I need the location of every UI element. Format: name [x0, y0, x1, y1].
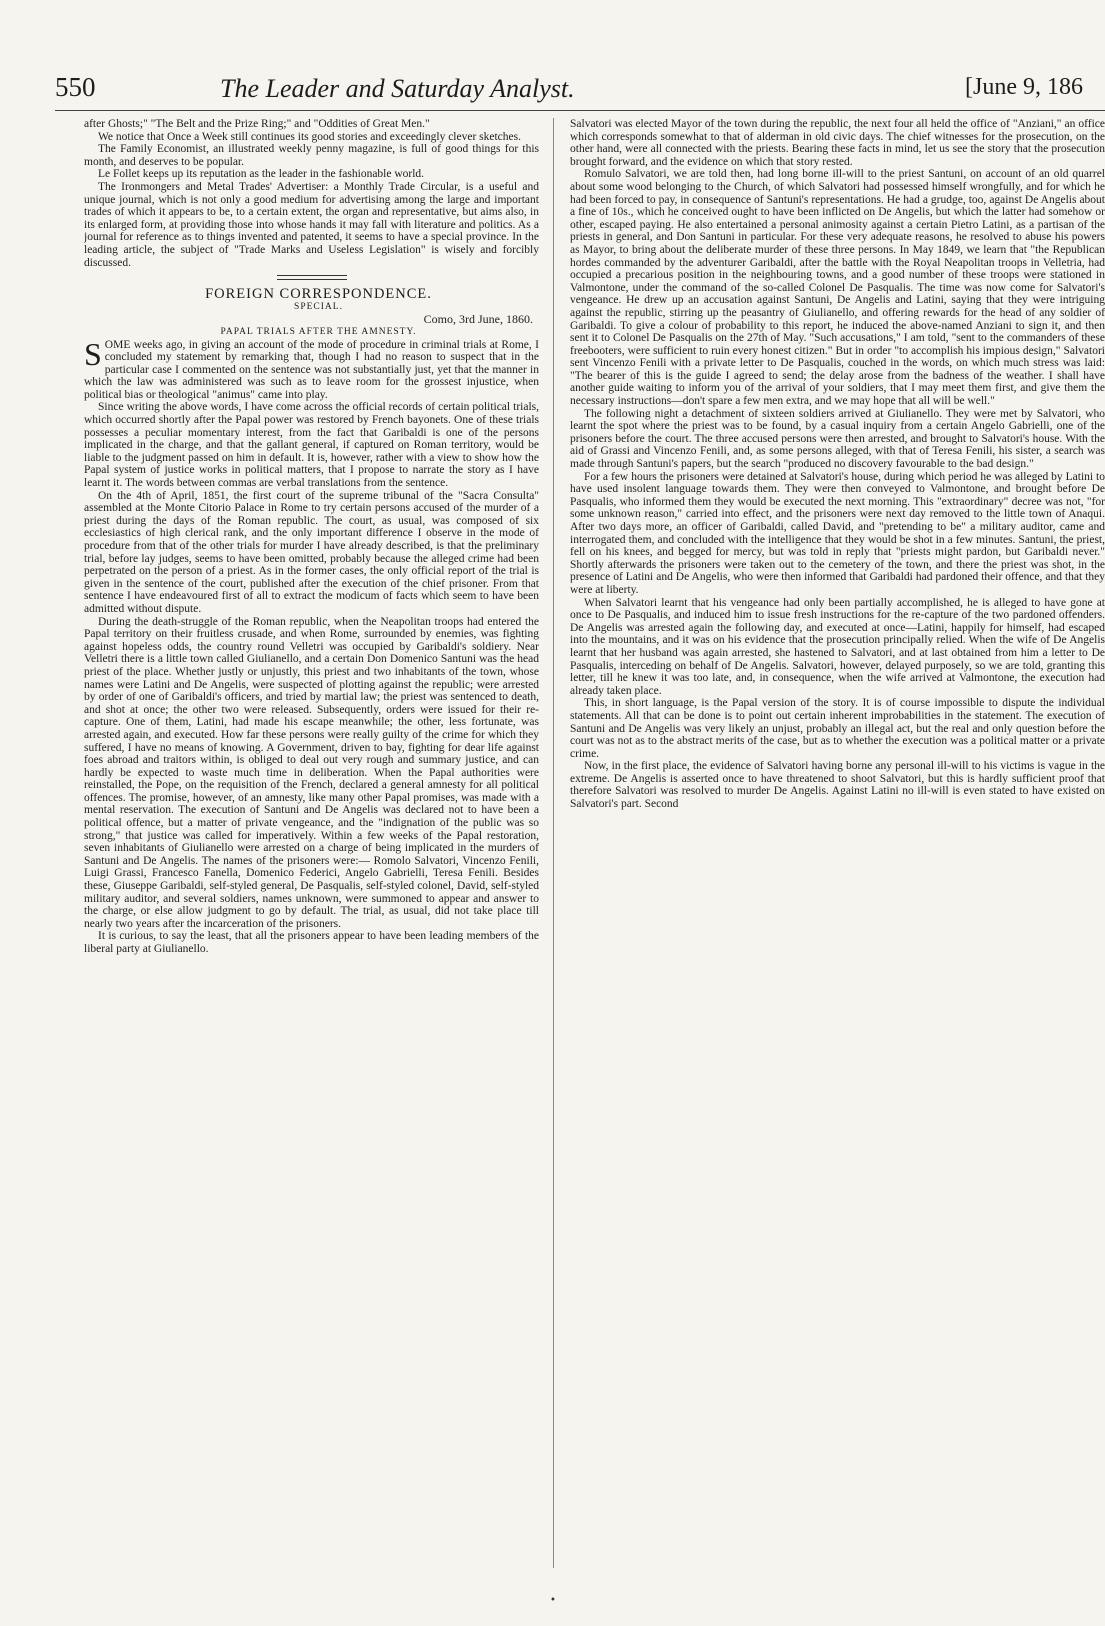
article-paragraph: When Salvatori learnt that his vengeance had only been partially accomplished, he is alleged to have gone at once to De Pasqualis, and induced him to issue fresh instructions for the re-capture of the two pardoned offenders. De Angelis was arrested again the following day, and executed at once—Latini, happily for himself, had escaped into the mountains, and it was on his evidence that the prosecution principally relied. When the wife of De Angelis learnt that her husband was again arrested, she hastened to Salvatori, and at last obtained from him a letter to De Pasqualis, interceding on behalf of De Angelis. Salvatori, however, delayed purposely, so we are told, granting this letter, till he knew it was too late, and, in consequence, when the wife arrived at Valmontone, the execution had already taken place. [570, 596, 1105, 697]
intro-paragraph: The Ironmongers and Metal Trades' Advertiser: a Monthly Trade Circular, is a useful and unique journal, which is not only a good medium for advertising among the large and important trades of which it appears to be, to a certain extent, the organ and representative, but aims also, in its enlarged form, at providing those into whose hands it may fall with literature and politics. As a journal for reference as to things invented and patented, it seems to have a special province. In the leading article, the subject of "Trade Marks and Useless Legislation" is wisely and forcibly discussed. [84, 180, 539, 269]
dateline: Como, 3rd June, 1860. [423, 312, 533, 327]
article-subheading: PAPAL TRIALS AFTER THE AMNESTY. [220, 326, 417, 337]
intro-paragraph: We notice that Once a Week still continues its good stories and exceedingly clever sketches. [98, 130, 521, 143]
intro-paragraph: Le Follet keeps up its reputation as the leader in the fashionable world. [98, 168, 425, 181]
article-paragraph: Since writing the above words, I have come across the official records of certain political trials, which occurred shortly after the Papal power was restored by French bayonets. One of these trials possesses a peculiar momentary interest, from the fact that Garibaldi is one of the persons implicated in the charge, and that the gallant general, if captured on Roman territory, would be liable to the judgment passed on him in default. It is, however, rather with a view to show how the Papal system of justice works in political matters, that I propose to narrate the story as I have learnt it. The words between commas are verbal translations from the sentence. [84, 401, 539, 490]
section-title: FOREIGN CORRESPONDENCE. [205, 286, 432, 303]
intro-paragraph: The Family Economist, an illustrated weekly penny magazine, is full of good things for this month, and deserves to be popular. [84, 143, 539, 168]
article-paragraph: On the 4th of April, 1851, the first court of the supreme tribunal of the "Sacra Consulta" assembled at the Monte Citorio Palace in Rome to try certain persons accused of the murder of a priest during the days of the Roman republic. The court, as usual, was composed of six ecclesiastics of high clerical rank, and the only important difference I observe in the mode of procedure from that of the other trials for murder I have already described, is that the preliminary trial, before lay judges, seems to have been omitted, probably because the alleged crime had been perpetrated on the person of a priest. As in the former cases, the only official report of the trial is given in the sentence of the court, published after the execution of the chief prisoner. From that sentence I have endeavoured first of all to extract the modicum of facts which seem to have been admitted without dispute. [84, 489, 539, 615]
publication-title: The Leader and Saturday Analyst. [220, 74, 575, 103]
section-divider [277, 275, 347, 280]
section-label: SPECIAL. [294, 301, 343, 312]
article-paragraph: Salvatori was elected Mayor of the town during the republic, the next four all held the office of "Anziani," an office which corresponds somewhat to that of alderman in old civic days. The chief witnesses for the prosecution, on the other hand, were all connected with the priests. Bearing these facts in mind, let us see the story that the prosecution brought forward, and the evidence on which that story rested. [570, 118, 1105, 168]
right-column [570, 118, 1105, 1573]
page-header [55, 72, 1105, 112]
article-paragraph: It is curious, to say the least, that all the prisoners appear to have been leading members of the liberal party at Giulianello. [84, 930, 539, 955]
intro-paragraph: after Ghosts;" "The Belt and the Prize Ring;" and "Oddities of Great Men." [84, 118, 430, 130]
article-paragraph: Now, in the first place, the evidence of Salvatori having borne any personal ill-will to his victims is vague in the extreme. De Angelis is asserted once to have threatened to shoot Salvatori, but this is hardly sufficient proof that therefore Salvatori was resolved to murder De Angelis. Against Latini no ill-will is even stated to have existed on Salvatori's part. Second [570, 760, 1105, 811]
issue-date: [June 9, 186 [965, 74, 1083, 100]
article-paragraph [84, 335, 539, 402]
article-paragraph: Romulo Salvatori, we are told then, had long borne ill-will to the priest Santuni, on account of an old quarrel about some wood belonging to the Church, of which Salvatori had possessed himself wrongfully, and for which he had been forced to pay, in consequence of Santuni's representations. He had a grudge, too, against De Angelis about a fine of 10s., which he conceived ought to have been inflicted on De Angelis, but which the latter had somehow or other, escaped paying. He also entertained a personal animosity against a certain Pietro Latini, as a partisan of the priests in general, and Don Santuni in particular. For these very adequate reasons, he resolved to abuse his powers as Mayor, to bring about the deliberate murder of these three persons. In May 1849, we learn that "the Republican hordes commanded by the adventurer Garibaldi, after the battle with the Royal Neapolitan troops in Velletria, had occupied a precarious position in the neighbouring towns, and a good number of these troops were stationed in Valmontone, under the command of the so-called Colonel De Pasqualis. The time was now come for Salvatori's vengeance. He drew up an accusation against Santuni, De Angelis and Latini, saying that they were intriguing against the republic, stirring up the peasantry of Giulianello, and offering rewards for the head of any soldier of Garibaldi. To give a colour of probability to this report, he induced the above-named Anziani to sign it, and then sent it to Colonel De Pasqualis on the 27th of May. "Such accusations," I am told, "sent to the commanders of these freebooters, were sufficient to ruin every honest citizen." But in order "to accomplish his impious design," Salvatori sent Vincenzo Fenili with a private letter to De Pasqualis, couched in the words, on which much stress was laid: "The bearer of this is the guide I agreed to send; the delay arose from the badness of the weather. I shall have another guide waiting to inform you of the arrival of your soldiers, that I may meet them first, and give them the necessary instructions—don't spare a few men extra, and we may hope that all will be well." [570, 168, 1105, 408]
left-column [84, 118, 539, 1573]
footer-mark: • [550, 1595, 556, 1606]
article-paragraph: This, in short language, is the Papal version of the story. It is of course impossible to dispute the individual statements. All that can be done is to point out certain inherent improbabilities in the statement. The execution of Santuni and De Angelis was very likely an unjust, probably an illegal act, but the real and only question before the court was not as to the abstract merits of the case, but as to whether the execution was a political matter or a private crime. [570, 697, 1105, 760]
drop-cap: S [84, 335, 102, 372]
article-paragraph-text: OME weeks ago, in giving an account of the mode of procedure in criminal trials at Rome, I concluded my statement by remarking that, though I had no reason to suspect that in the particular case I commented on the sentence was not substantially just, yet that the manner in which the law was administered was such as to leave room for the grossest injustice, when political bias or theological "animus" came into play. [84, 338, 539, 401]
article-paragraph: The following night a detachment of sixteen soldiers arrived at Giulianello. They were met by Salvatori, who learnt the spot where the priest was to be found, by a casual inquiry from a certain Angelo Gabrielli, one of the prisoners before the court. The three accused persons were then arrested, and brought to Salvatori's house. With the aid of Grassi and Vincenzo Fenili, and, as some persons alleged, with that of Teresa Fenili, his sister, a search was made through Santuni's papers, but the search "produced no discovery favourable to the bad design." [570, 407, 1105, 471]
header-rule [55, 110, 1105, 111]
page-number: 550 [55, 72, 96, 102]
article-paragraph: During the death-struggle of the Roman republic, when the Neapolitan troops had entered the Papal territory on their fruitless crusade, and when Rome, surrounded by enemies, was fighting against hopeless odds, the country round Velletri was occupied by Garibaldi's soldiery. Near Velletri there is a little town called Giulianello, and a certain Don Domenico Santuni was the head priest of the place. Whether justly or unjustly, this priest and two inhabitants of the town, whose names were Latini and De Angelis, were suspected of plotting against the republic; were arrested by order of one of Garibaldi's officers, and tried by martial law; the priest was sentenced to death, and shot at once; the other two were released. Subsequently, orders were issued for their re-capture. One of them, Latini, had made his escape meanwhile; the other, less fortunate, was arrested again, and executed. How far these persons were really guilty of the crime for which they suffered, I have no means of knowing. A Government, driven to bay, fighting for dear life against foes abroad and traitors within, is obliged to deal out very rough and summary justice, and can hardly be expected to waste much time in deliberation. When the Papal authorities were reinstalled, the Pope, on the requisition of the French, declared a general amnesty for all political offences. The promise, however, of an amnesty, like many other Papal promises, was made with a mental reservation. The execution of Santuni and De Angelis was declared not to have been a political offence, but a matter of private vengeance, and the "indignation of the public was so strong," that justice was called for imperatively. Within a few weeks of the Papal restoration, seven inhabitants of Giulianello were arrested on a charge of being implicated in the murders of Santuni and De Angelis. The names of the prisoners were:— Romolo Salvatori, Vincenzo Fenili, Luigi Grassi, Francesco Fanella, Domenico Federici, Angelo Gabrielli, Teresa Fenili. Besides these, Giuseppe Garibaldi, self-styled general, De Pasqualis, self-styled colonel, David, self-styled military auditor, and several soldiers, names unknown, were summoned to appear and answer to the charge, or else allow judgment to go by default. The trial, as usual, did not take place till nearly two years after the incarceration of the prisoners. [84, 615, 539, 930]
article-paragraph: For a few hours the prisoners were detained at Salvatori's house, during which period he was alleged by Latini to have used insolent language towards them. They were then conveyed to Valmontone, and brought before De Pasqualis, who informed them they would be executed the next morning. This "extraordinary" decree was not, "for some unknown reason," carried into effect, and the prisoners were next day removed to the little town of Anaqui. After two days more, an officer of Garibaldi, called David, and "pretending to be" a military auditor, came and interrogated them, and concluded with the intelligence that they would be shot in a few minutes. Santuni, the priest, fell on his knees, and begged for mercy, but was told in reply that "priests might pardon, but Garibaldi never." Shortly afterwards the prisoners were taken out to the cemetery of the town, and there the priest was shot, in the presence of Latini and De Angelis, who were then informed that Garibaldi had pardoned their offence, and that they were at liberty. [570, 470, 1105, 596]
column-divider [553, 118, 554, 1568]
